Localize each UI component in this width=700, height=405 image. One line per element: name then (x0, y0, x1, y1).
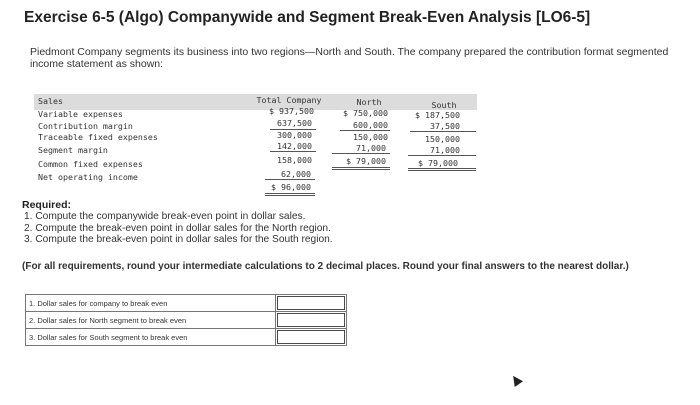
row-label-net-operating-income: Net operating income (38, 172, 138, 182)
answer-row-north (26, 312, 347, 329)
north-traceable-fixed-expenses: 71,000 (356, 143, 386, 153)
answer-row-company (26, 295, 347, 312)
south-double-rule-top (408, 168, 476, 169)
south-subtotal-rule-1 (410, 131, 476, 132)
north-double-rule-bottom (332, 169, 390, 170)
north-subtotal-rule-1 (340, 130, 390, 131)
row-label-variable-expenses: Variable expenses (38, 109, 123, 119)
south-contribution-margin: 150,000 (425, 134, 460, 144)
intro-paragraph: Piedmont Company segments its business into two regions—North and South. The company prepared the contribution format segmented income statement as shown: (30, 46, 669, 70)
south-subtotal-rule-2 (408, 155, 476, 156)
company-break-even-input[interactable] (277, 296, 345, 310)
total-double-rule-bottom (265, 195, 315, 196)
total-sales: $ 937,500 (269, 106, 314, 116)
header-south: South (431, 100, 457, 110)
south-double-rule-bottom (408, 170, 476, 171)
row-label-contribution-margin: Contribution margin (38, 121, 133, 131)
total-subtotal-rule-2 (270, 151, 316, 152)
exercise-title: Exercise 6-5 (Algo) Companywide and Segment Break-Even Analysis [LO6-5] (24, 9, 591, 26)
required-item-2: 2. Compute the break-even point in dollar sales for the North region. (24, 223, 331, 234)
answer-label-company: 1. Dollar sales for company to break even (26, 295, 276, 312)
north-sales: $ 750,000 (343, 108, 388, 118)
rounding-instructions: (For all requirements, round your intermediate calculations to 2 decimal places. Round your final answers to the nearest dollar.) (22, 261, 629, 272)
total-segment-margin: 158,000 (277, 155, 312, 165)
north-subtotal-rule-2 (332, 153, 390, 154)
row-label-segment-margin: Segment margin (38, 145, 108, 155)
row-label-common-fixed-expenses: Common fixed expenses (38, 159, 143, 169)
south-traceable-fixed-expenses: 71,000 (430, 145, 460, 155)
answer-label-north: 2. Dollar sales for North segment to break even (26, 312, 276, 329)
south-variable-expenses: 37,500 (430, 121, 460, 131)
total-traceable-fixed-expenses: 142,000 (277, 141, 312, 151)
north-segment-margin: $ 79,000 (346, 156, 386, 166)
answer-table (25, 294, 347, 346)
total-contribution-margin: 300,000 (277, 130, 312, 140)
north-contribution-margin: 150,000 (353, 132, 388, 142)
south-segment-margin: $ 79,000 (418, 158, 458, 168)
total-variable-expenses: 637,500 (277, 118, 312, 128)
north-variable-expenses: 600,000 (353, 120, 388, 130)
north-break-even-input[interactable] (277, 313, 345, 327)
answer-label-south: 3. Dollar sales for South segment to break even (26, 329, 276, 346)
total-net-operating-income: $ 96,000 (271, 182, 311, 192)
header-north: North (356, 97, 382, 107)
header-total-company: Total Company (256, 95, 322, 105)
total-common-fixed-expenses: 62,000 (281, 169, 311, 179)
required-item-1: 1. Compute the companywide break-even point in dollar sales. (24, 211, 306, 222)
south-break-even-input[interactable] (277, 330, 345, 344)
required-item-3: 3. Compute the break-even point in dollar sales for the South region. (24, 234, 333, 245)
south-sales: $ 187,500 (415, 110, 460, 120)
total-subtotal-rule-3 (265, 179, 315, 180)
mouse-pointer-icon (509, 373, 523, 387)
answer-row-south (26, 329, 347, 346)
row-label-traceable-fixed-expenses: Traceable fixed expenses (38, 132, 158, 142)
total-double-rule-top (265, 193, 315, 194)
required-heading: Required: (22, 199, 72, 211)
north-double-rule-top (332, 167, 390, 168)
row-label-sales: Sales (38, 96, 63, 106)
